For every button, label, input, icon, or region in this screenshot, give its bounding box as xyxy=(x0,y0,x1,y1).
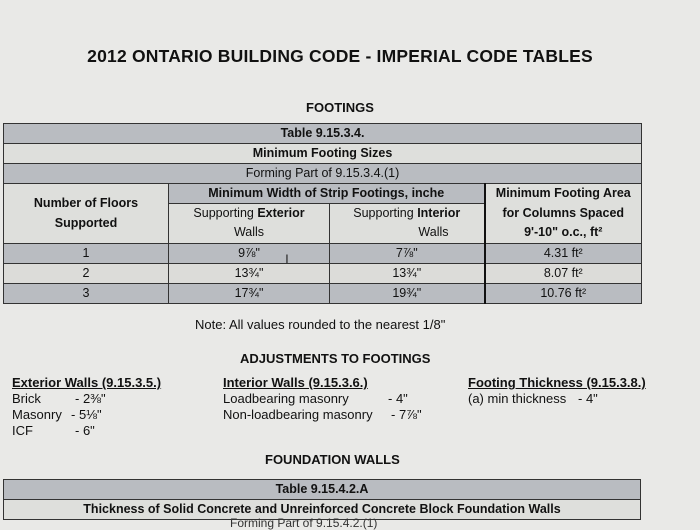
table-caption: Minimum Footing Sizes xyxy=(4,144,642,164)
table-row xyxy=(4,283,642,303)
table-number: Table 9.15.4.2.A xyxy=(4,480,641,500)
interior-walls-adjustments xyxy=(223,375,422,423)
table-row xyxy=(4,263,642,283)
header-interior: Supporting Interior xyxy=(330,204,485,224)
footing-thickness-title: Footing Thickness (9.15.3.8.) xyxy=(468,375,646,390)
exterior-walls-title: Exterior Walls (9.15.3.5.) xyxy=(12,375,162,390)
cell-exterior: 9⅞" xyxy=(169,243,330,263)
cell-floors: 2 xyxy=(4,263,169,283)
cell-area: 4.31 ft² xyxy=(485,243,642,263)
header-exterior-walls: Walls xyxy=(169,223,330,243)
table-forming-part: Forming Part of 9.15.3.4.(1) xyxy=(4,164,642,184)
list-item: Brick - 2⅜" xyxy=(12,391,106,406)
list-item: Non-loadbearing masonry - 7⅞" xyxy=(223,407,422,422)
exterior-walls-adjustments xyxy=(12,375,161,439)
footings-heading: FOOTINGS xyxy=(306,100,374,115)
list-item: Loadbearing masonry - 4" xyxy=(223,391,408,406)
cell-interior: 19¾" xyxy=(330,283,485,303)
table-note: Note: All values rounded to the nearest 1/8" xyxy=(195,317,446,332)
cell-area: 8.07 ft² xyxy=(485,263,642,283)
foundation-walls-table xyxy=(3,479,641,520)
minimum-footing-sizes-table xyxy=(3,123,642,304)
cell-floors: 3 xyxy=(4,283,169,303)
header-area-line-2: for Columns Spaced xyxy=(502,205,625,220)
list-item: Masonry - 5⅛" xyxy=(12,407,102,422)
cell-interior: 13¾" xyxy=(330,263,485,283)
text-cursor-icon: I xyxy=(285,251,289,267)
header-area-line-1: Minimum Footing Area xyxy=(495,186,631,200)
header-interior-walls: Walls xyxy=(330,223,485,243)
table-caption: Thickness of Solid Concrete and Unreinforced Concrete Block Foundation Walls xyxy=(4,500,641,520)
list-item: ICF - 6" xyxy=(12,423,95,438)
table-forming-part: Forming Part of 9.15.4.2.(1) xyxy=(230,516,378,530)
cell-area: 10.76 ft² xyxy=(485,283,642,303)
cell-floors: 1 xyxy=(4,243,169,263)
footing-thickness-adjustments xyxy=(468,375,646,407)
adjustments-heading: ADJUSTMENTS TO FOOTINGS xyxy=(240,351,431,366)
cell-exterior: 17¾" xyxy=(169,283,330,303)
header-number-of-floors: Number of Floors Supported xyxy=(4,184,169,244)
header-footing-area xyxy=(485,184,642,244)
table-row xyxy=(4,243,642,263)
table-number: Table 9.15.3.4. xyxy=(4,124,642,144)
interior-walls-title: Interior Walls (9.15.3.6.) xyxy=(223,375,368,390)
document-title: 2012 ONTARIO BUILDING CODE - IMPERIAL CODE TABLES xyxy=(87,46,593,66)
header-strip-footings: Minimum Width of Strip Footings, inche xyxy=(169,184,485,204)
list-item: (a) min thickness - 4" xyxy=(468,391,598,406)
cell-exterior: 13¾" xyxy=(169,263,330,283)
cell-interior: 7⅞" xyxy=(330,243,485,263)
foundation-walls-heading: FOUNDATION WALLS xyxy=(265,452,400,467)
header-exterior: Supporting Exterior xyxy=(169,204,330,224)
header-area-line-3: 9'-10" o.c., ft² xyxy=(524,225,603,239)
